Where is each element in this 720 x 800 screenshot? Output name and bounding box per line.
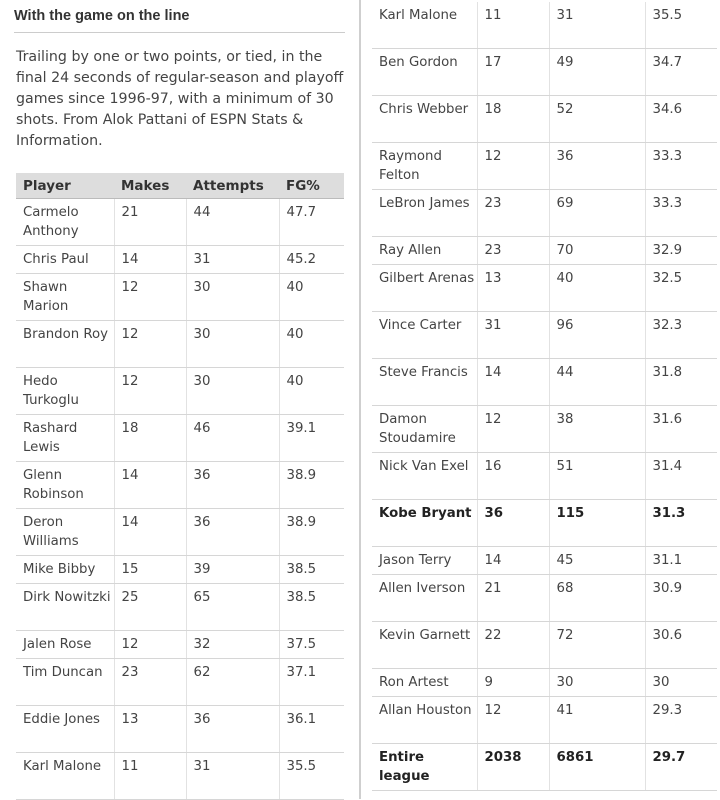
- cell-attempts: 38: [549, 406, 645, 453]
- cell-makes: 14: [114, 462, 186, 509]
- cell-player: Eddie Jones: [16, 706, 114, 753]
- table-row: [372, 697, 717, 744]
- column-header-player: Player: [16, 173, 114, 199]
- cell-fg: 30.9: [645, 575, 717, 622]
- cell-player: Carmelo Anthony: [16, 199, 114, 246]
- cell-attempts: 44: [186, 199, 279, 246]
- cell-fg: 30: [645, 669, 717, 697]
- table-row: [16, 415, 344, 462]
- table-row: [372, 143, 717, 190]
- cell-attempts: 40: [549, 265, 645, 312]
- cell-fg: 38.5: [279, 556, 344, 584]
- cell-player: Glenn Robinson: [16, 462, 114, 509]
- cell-attempts: 36: [186, 462, 279, 509]
- cell-attempts: 36: [549, 143, 645, 190]
- cell-player: Deron Williams: [16, 509, 114, 556]
- cell-fg: 40: [279, 368, 344, 415]
- cell-makes: 2038: [477, 744, 549, 791]
- cell-fg: 32.9: [645, 237, 717, 265]
- cell-player: Dirk Nowitzki: [16, 584, 114, 631]
- cell-makes: 36: [477, 500, 549, 547]
- cell-fg: 32.5: [645, 265, 717, 312]
- table-row: [372, 359, 717, 406]
- cell-player: Rashard Lewis: [16, 415, 114, 462]
- cell-fg: 33.3: [645, 190, 717, 237]
- cell-fg: 40: [279, 274, 344, 321]
- table-row: [372, 547, 717, 575]
- cell-player: Entire league: [372, 744, 477, 791]
- table-row: [372, 96, 717, 143]
- cell-attempts: 46: [186, 415, 279, 462]
- cell-attempts: 65: [186, 584, 279, 631]
- cell-fg: 31.4: [645, 453, 717, 500]
- cell-makes: 31: [477, 312, 549, 359]
- cell-player: Kevin Garnett: [372, 622, 477, 669]
- cell-makes: 23: [477, 237, 549, 265]
- table-row: [372, 265, 717, 312]
- cell-player: Brandon Roy: [16, 321, 114, 368]
- cell-attempts: 49: [549, 49, 645, 96]
- table-row-highlighted: [372, 744, 717, 791]
- cell-fg: 47.7: [279, 199, 344, 246]
- cell-makes: 12: [477, 143, 549, 190]
- cell-makes: 23: [114, 659, 186, 706]
- cell-player: Damon Stoudamire: [372, 406, 477, 453]
- table-row: [16, 368, 344, 415]
- table-row: [372, 312, 717, 359]
- cell-player: Shawn Marion: [16, 274, 114, 321]
- table-row: [372, 190, 717, 237]
- cell-fg: 35.5: [645, 2, 717, 49]
- cell-attempts: 31: [186, 246, 279, 274]
- table-row: [372, 2, 717, 49]
- cell-player: Raymond Felton: [372, 143, 477, 190]
- cell-player: Allen Iverson: [372, 575, 477, 622]
- cell-player: Hedo Turkoglu: [16, 368, 114, 415]
- cell-attempts: 32: [186, 631, 279, 659]
- table-row: [16, 631, 344, 659]
- cell-makes: 15: [114, 556, 186, 584]
- cell-makes: 14: [477, 359, 549, 406]
- cell-attempts: 69: [549, 190, 645, 237]
- cell-player: Jason Terry: [372, 547, 477, 575]
- cell-attempts: 62: [186, 659, 279, 706]
- cell-makes: 23: [477, 190, 549, 237]
- cell-fg: 30.6: [645, 622, 717, 669]
- cell-attempts: 36: [186, 509, 279, 556]
- table-row: [16, 321, 344, 368]
- cell-makes: 12: [477, 406, 549, 453]
- cell-makes: 17: [477, 49, 549, 96]
- stats-table-right: [372, 2, 717, 791]
- table-row: [16, 753, 344, 800]
- cell-attempts: 31: [549, 2, 645, 49]
- table-row: [16, 246, 344, 274]
- cell-makes: 12: [114, 274, 186, 321]
- cell-player: Chris Paul: [16, 246, 114, 274]
- cell-fg: 31.3: [645, 500, 717, 547]
- cell-fg: 34.6: [645, 96, 717, 143]
- section-title: With the game on the line: [14, 0, 345, 33]
- column-header-attempts: Attempts: [186, 173, 279, 199]
- table-row: [372, 406, 717, 453]
- cell-attempts: 39: [186, 556, 279, 584]
- cell-player: Vince Carter: [372, 312, 477, 359]
- cell-attempts: 115: [549, 500, 645, 547]
- cell-fg: 31.1: [645, 547, 717, 575]
- cell-attempts: 30: [186, 368, 279, 415]
- table-row: [372, 453, 717, 500]
- table-row: [372, 622, 717, 669]
- cell-fg: 31.6: [645, 406, 717, 453]
- cell-makes: 21: [114, 199, 186, 246]
- cell-makes: 21: [477, 575, 549, 622]
- cell-player: Nick Van Exel: [372, 453, 477, 500]
- cell-attempts: 6861: [549, 744, 645, 791]
- cell-makes: 14: [114, 509, 186, 556]
- cell-attempts: 52: [549, 96, 645, 143]
- cell-fg: 36.1: [279, 706, 344, 753]
- cell-player: Allan Houston: [372, 697, 477, 744]
- cell-player: Chris Webber: [372, 96, 477, 143]
- table-row: [16, 706, 344, 753]
- cell-attempts: 36: [186, 706, 279, 753]
- cell-player: Ray Allen: [372, 237, 477, 265]
- cell-attempts: 41: [549, 697, 645, 744]
- cell-fg: 39.1: [279, 415, 344, 462]
- cell-player: Ben Gordon: [372, 49, 477, 96]
- cell-makes: 11: [114, 753, 186, 800]
- cell-fg: 37.1: [279, 659, 344, 706]
- table-row: [16, 462, 344, 509]
- table-row-highlighted: [372, 500, 717, 547]
- cell-fg: 35.5: [279, 753, 344, 800]
- cell-makes: 12: [114, 368, 186, 415]
- table-row: [372, 49, 717, 96]
- cell-player: Ron Artest: [372, 669, 477, 697]
- cell-makes: 9: [477, 669, 549, 697]
- cell-makes: 25: [114, 584, 186, 631]
- cell-fg: 32.3: [645, 312, 717, 359]
- cell-player: LeBron James: [372, 190, 477, 237]
- cell-attempts: 31: [186, 753, 279, 800]
- cell-player: Karl Malone: [372, 2, 477, 49]
- cell-player: Tim Duncan: [16, 659, 114, 706]
- cell-makes: 12: [114, 321, 186, 368]
- cell-fg: 38.5: [279, 584, 344, 631]
- cell-makes: 13: [477, 265, 549, 312]
- table-row: [16, 659, 344, 706]
- cell-makes: 14: [114, 246, 186, 274]
- stats-table-left: [16, 173, 344, 800]
- cell-player: Mike Bibby: [16, 556, 114, 584]
- cell-attempts: 30: [549, 669, 645, 697]
- cell-fg: 34.7: [645, 49, 717, 96]
- right-panel: [361, 0, 720, 799]
- cell-player: Gilbert Arenas: [372, 265, 477, 312]
- column-header-fg: FG%: [279, 173, 344, 199]
- cell-makes: 16: [477, 453, 549, 500]
- intro-text: Trailing by one or two points, or tied, in the final 24 seconds of regular-season and playoff games since 1996-97, with a minimum of 30 shots. From Alok Pattani of ESPN Stats & Information.: [16, 49, 344, 149]
- table-row: [16, 556, 344, 584]
- table-row: [16, 509, 344, 556]
- cell-makes: 22: [477, 622, 549, 669]
- cell-makes: 12: [114, 631, 186, 659]
- cell-attempts: 72: [549, 622, 645, 669]
- cell-attempts: 68: [549, 575, 645, 622]
- cell-makes: 18: [477, 96, 549, 143]
- cell-attempts: 30: [186, 321, 279, 368]
- cell-makes: 12: [477, 697, 549, 744]
- cell-attempts: 96: [549, 312, 645, 359]
- table-row: [372, 237, 717, 265]
- cell-player: Jalen Rose: [16, 631, 114, 659]
- cell-fg: 38.9: [279, 462, 344, 509]
- cell-makes: 18: [114, 415, 186, 462]
- table-row: [16, 584, 344, 631]
- cell-attempts: 30: [186, 274, 279, 321]
- cell-fg: 40: [279, 321, 344, 368]
- cell-player: Karl Malone: [16, 753, 114, 800]
- cell-attempts: 70: [549, 237, 645, 265]
- cell-makes: 13: [114, 706, 186, 753]
- cell-attempts: 44: [549, 359, 645, 406]
- table-header-row: [16, 173, 344, 199]
- cell-fg: 37.5: [279, 631, 344, 659]
- cell-attempts: 45: [549, 547, 645, 575]
- table-row: [372, 669, 717, 697]
- table-row: [372, 575, 717, 622]
- table-row: [16, 274, 344, 321]
- cell-fg: 38.9: [279, 509, 344, 556]
- cell-fg: 45.2: [279, 246, 344, 274]
- cell-fg: 31.8: [645, 359, 717, 406]
- cell-attempts: 51: [549, 453, 645, 500]
- cell-fg: 29.7: [645, 744, 717, 791]
- cell-makes: 14: [477, 547, 549, 575]
- cell-makes: 11: [477, 2, 549, 49]
- table-row: [16, 199, 344, 246]
- cell-player: Kobe Bryant: [372, 500, 477, 547]
- cell-fg: 33.3: [645, 143, 717, 190]
- cell-fg: 29.3: [645, 697, 717, 744]
- column-header-makes: Makes: [114, 173, 186, 199]
- cell-player: Steve Francis: [372, 359, 477, 406]
